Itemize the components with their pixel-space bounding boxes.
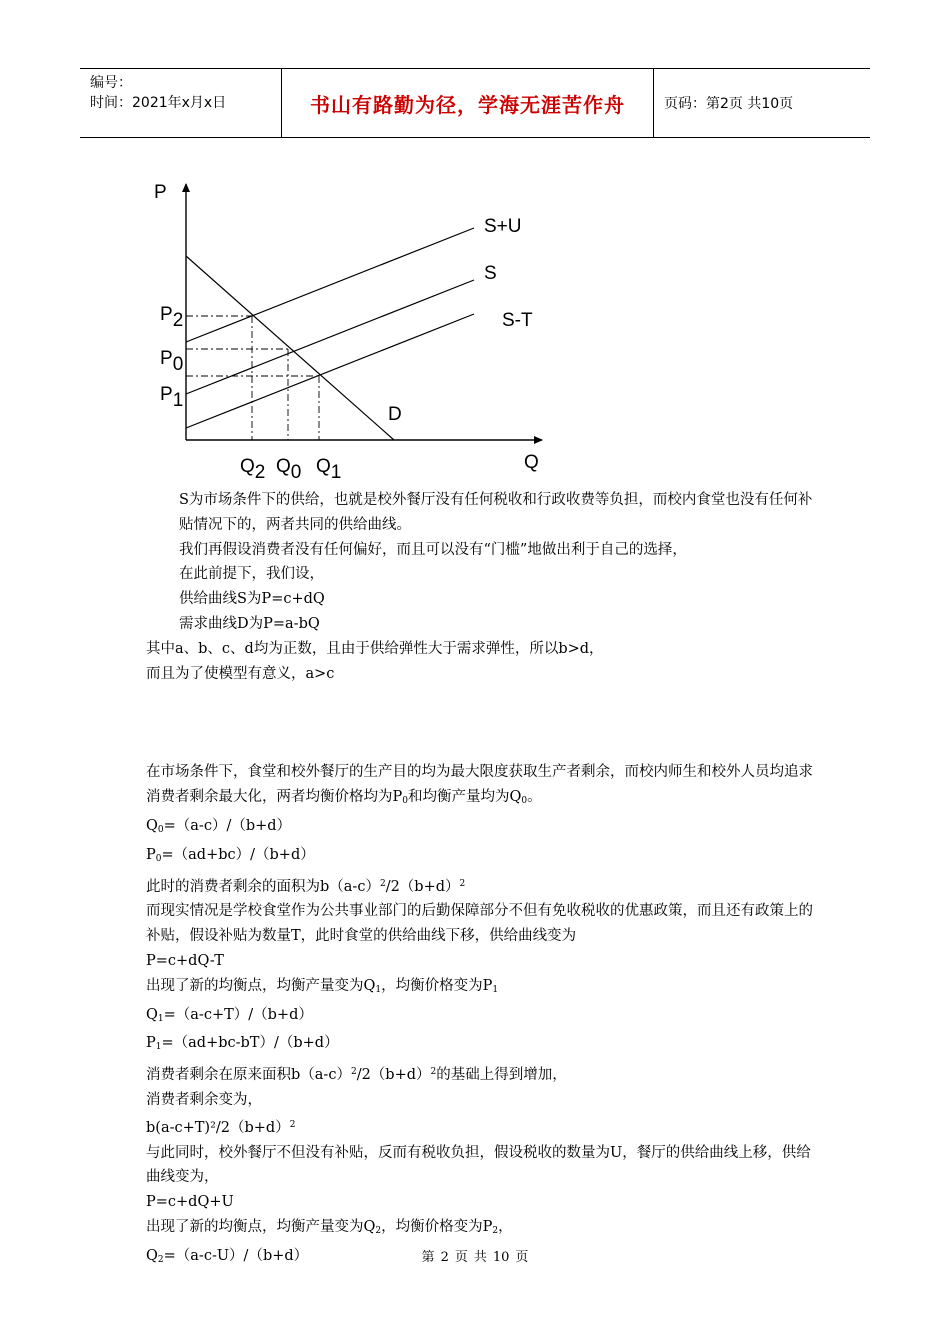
formula-q2: $Q_2=(a-c-U)/(b+d)$ <box>146 1247 309 1265</box>
consumer-surplus-0: 此时的消费者剩余的面积为$b(a-c)^2/2(b+d)^2$ <box>146 878 466 895</box>
consumer-surplus-1: $b(a-c+T)^2/2(b+d)^2$ <box>146 1119 296 1136</box>
body-text <box>146 488 816 1273</box>
formula-q1: $Q_1=(a-c+T)/(b+d)$ <box>146 1006 313 1024</box>
formula-p1: $P_1=(ad+bc-bT)/(b+d)$ <box>146 1035 339 1053</box>
supply-demand-chart <box>150 172 570 492</box>
consumer-surplus-increase: 消费者剩余在原来面积$b(a-c)^2/2(b+d)^2$的基础上得到增加， <box>146 1067 567 1084</box>
formula-supply-t: P=c+dQ-T <box>146 952 224 969</box>
paragraph: 在此前提下，我们设， <box>179 566 324 583</box>
page-footer: 第 2 页 共 10 页 <box>421 1250 529 1265</box>
formula-supply-u: P=c+dQ+U <box>146 1194 234 1211</box>
formula-p0: $P_0=(ad+bc)/(b+d)$ <box>146 846 315 864</box>
series-label-s-minus-t: S-T <box>502 310 533 331</box>
paragraph: 而现实情况是学校食堂作为公共事业部门的后勤保障部分不但有免收税收的优惠政策，而且还有政策上的补贴，假设补贴为数量T，此时食堂的供给曲线下移，供给曲线变为 <box>146 903 813 945</box>
paragraph: S为市场条件下的供给，也就是校外餐厅没有任何税收和行政收费等负担，而校内食堂也没有任何补贴情况下的，两者共同的供给曲线。 <box>179 492 813 533</box>
header-left-cell <box>80 69 282 137</box>
series-line-s <box>186 280 474 394</box>
page-label: 页码：第2页 共10页 <box>664 96 794 112</box>
paragraph: 我们再假设消费者没有任何偏好，而且可以没有“门槛”地做出利于自己的选择， <box>179 541 687 558</box>
motto: 书山有路勤为径，学海无涯苦作舟 <box>282 69 654 137</box>
y-tick-p2: P2 <box>160 304 184 331</box>
series-label-s: S <box>484 263 497 284</box>
series-line-d <box>186 256 394 440</box>
paragraph: 而且为了使模型有意义，a>c <box>146 665 335 682</box>
x-tick-q1: Q1 <box>316 456 342 483</box>
formula-q0: $Q_0=(a-c)/(b+d)$ <box>146 817 292 835</box>
x-axis-label: Q <box>524 452 539 473</box>
supply-equation: 供给曲线S为P=c+dQ <box>179 591 325 608</box>
series-line-s-plus-u <box>186 228 474 342</box>
x-tick-q0: Q0 <box>276 456 302 483</box>
paragraph: 其中a、b、c、d均为正数，且由于供给弹性大于需求弹性，所以b>d， <box>146 640 604 657</box>
paragraph: 消费者剩余变为， <box>146 1091 262 1108</box>
series-label-s-plus-u: S+U <box>484 216 522 237</box>
paragraph: 出现了新的均衡点，均衡产量变为$Q_2$，均衡价格变为$P_2$， <box>146 1218 513 1236</box>
paragraph: 在市场条件下，食堂和校外餐厅的生产目的均为最大限度获取生产者剩余，而校内师生和校外人员均追求消费者剩余最大化，两者均衡价格均为$P_0$和均衡产量均为$Q_0$。 <box>146 764 813 807</box>
y-tick-p0: P0 <box>160 348 184 375</box>
series-label-d: D <box>388 404 402 425</box>
time-label: 时间：2021年x月x日 <box>90 95 227 111</box>
x-tick-q2: Q2 <box>240 456 266 483</box>
blank-gap <box>146 686 816 760</box>
series-line-s-minus-t <box>186 314 474 428</box>
y-tick-p1: P1 <box>160 384 184 411</box>
number-label: 编号： <box>90 75 132 91</box>
header-table <box>80 68 870 138</box>
paragraph: 出现了新的均衡点，均衡产量变为$Q_1$，均衡价格变为$P_1$ <box>146 977 499 995</box>
paragraph: 与此同时，校外餐厅不但没有补贴，反而有税收负担，假设税收的数量为U，餐厅的供给曲线上移，供给曲线变为， <box>146 1144 811 1186</box>
demand-equation: 需求曲线D为P=a-bQ <box>179 615 320 632</box>
y-axis-label: P <box>154 182 167 203</box>
